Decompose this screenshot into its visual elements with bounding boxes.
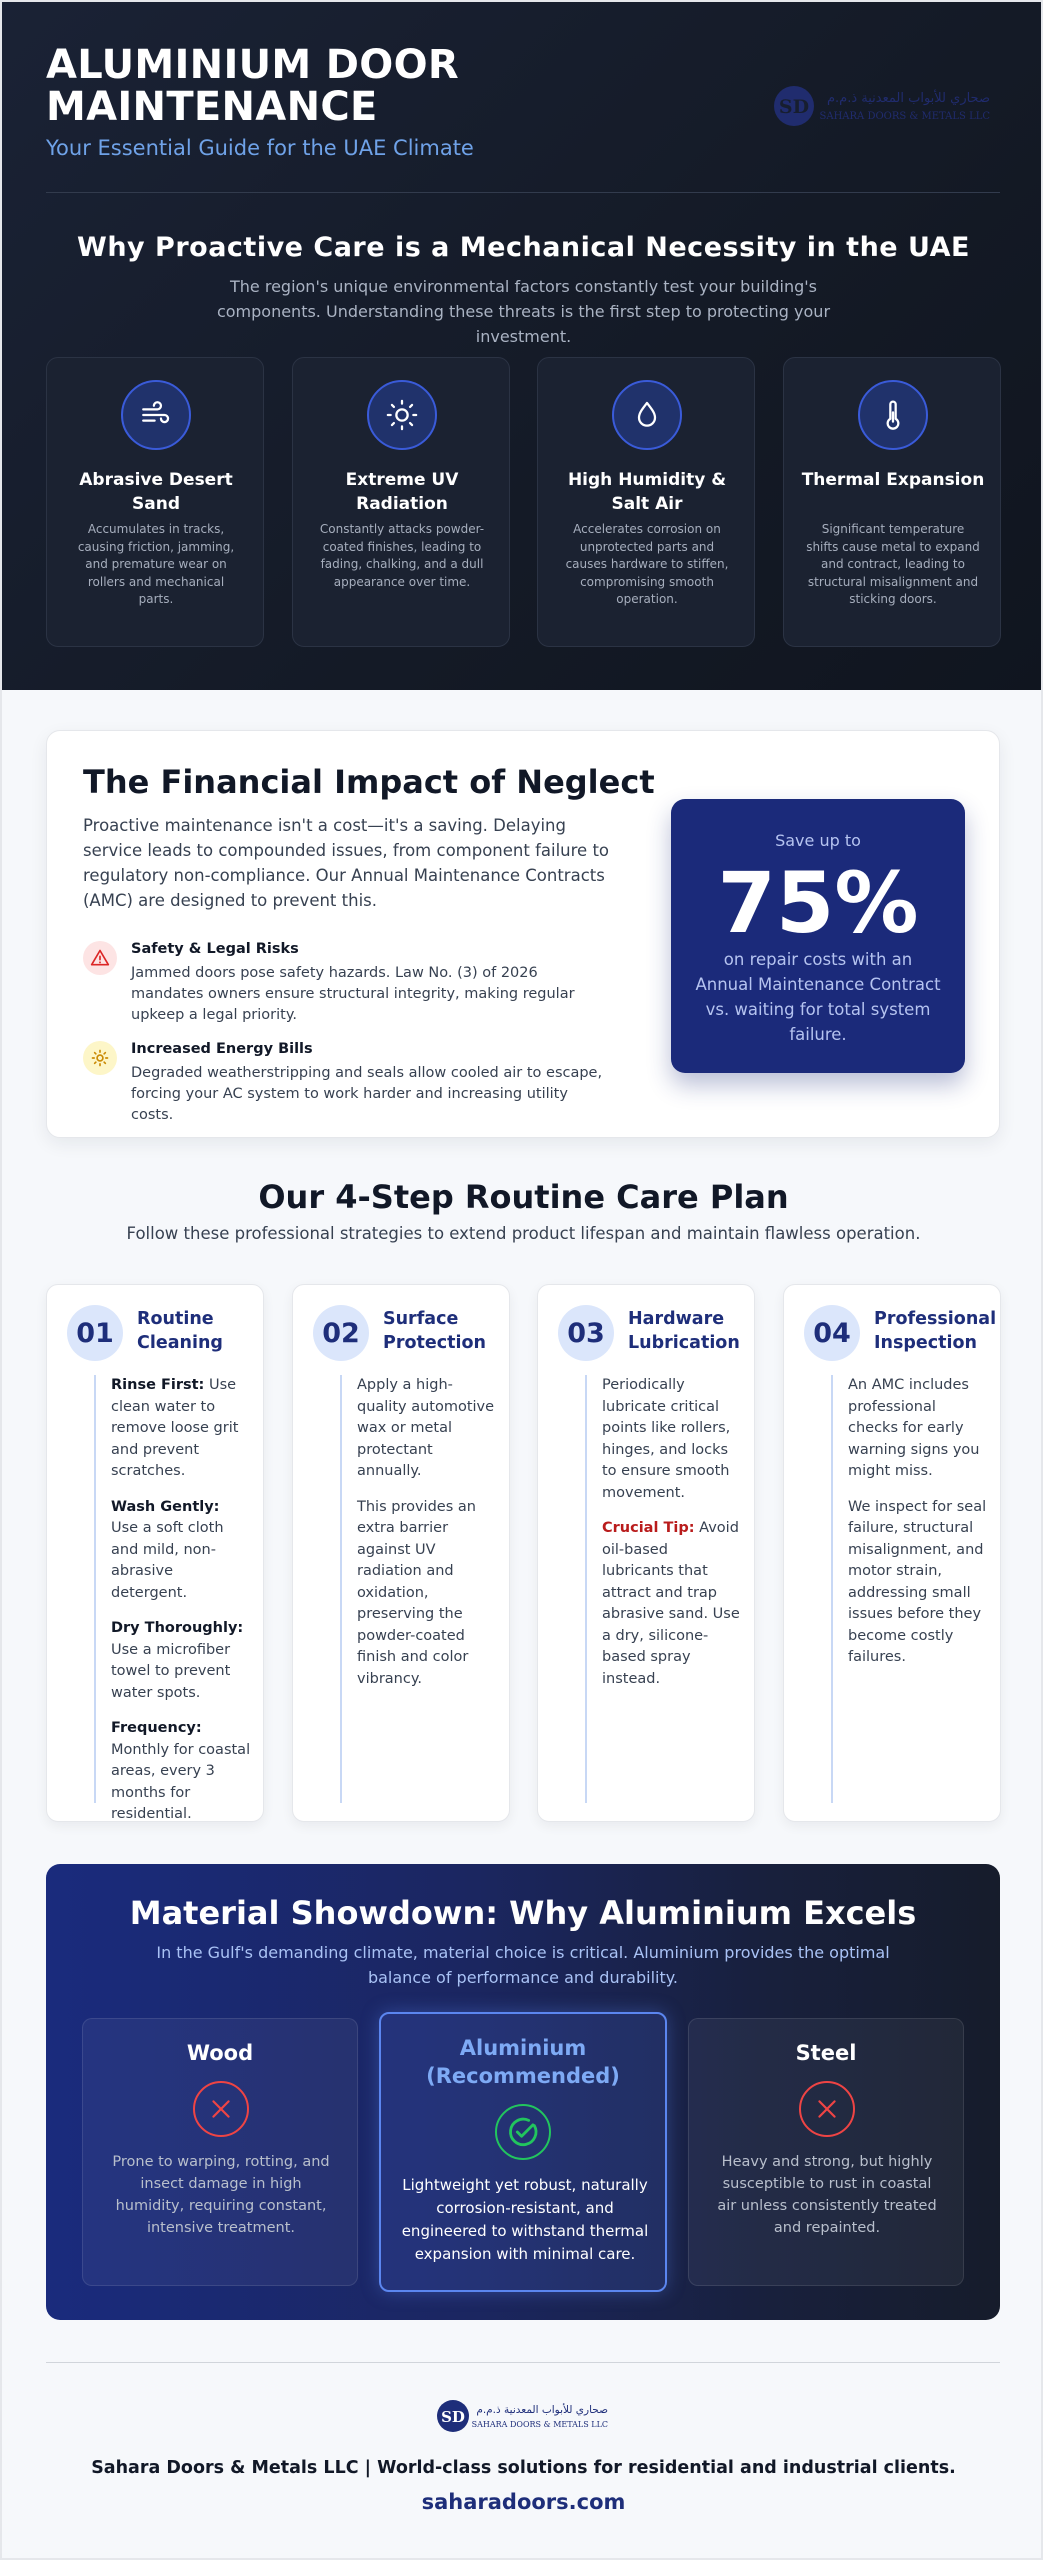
- page-title: ALUMINIUM DOOR MAINTENANCE: [46, 42, 459, 130]
- threat-text: Significant temperature shifts cause metal to expand and contract, leading to structural misalignment and sticking doors.: [806, 522, 980, 606]
- risk-title: Increased Energy Bills: [131, 1041, 313, 1057]
- savings-callout: [671, 799, 965, 1073]
- step-divider: [831, 1375, 833, 1803]
- svg-text:SAHARA DOORS & METALS LLC: SAHARA DOORS & METALS LLC: [471, 2420, 608, 2429]
- step-body: [357, 1375, 497, 1704]
- step-paragraph: Rinse First: Use clean water to remove loose grit and prevent scratches.: [111, 1377, 239, 1479]
- thermometer-icon: [858, 380, 928, 450]
- steps-title: Our 4-Step Routine Care Plan: [258, 1178, 789, 1216]
- footer-divider: [46, 2362, 1000, 2363]
- step-body: [602, 1375, 742, 1704]
- step-tip: Crucial Tip: Avoid oil-based lubricants that attract and trap abrasive sand. Use a dry, silicone-based spray instead.: [602, 1520, 740, 1687]
- materials-section: [46, 1864, 1000, 2320]
- material-card-steel: [688, 2018, 964, 2286]
- material-text: Heavy and strong, but highly susceptible to rust in coastal air unless consistently treated and repainted.: [717, 2154, 937, 2236]
- financial-card: [46, 730, 1000, 1138]
- company-logo: [772, 84, 994, 128]
- threat-text: Constantly attacks powder-coated finishes, leading to fading, chalking, and a dull appearance over time.: [319, 522, 485, 589]
- threats-title: Why Proactive Care is a Mechanical Necessity in the UAE: [77, 232, 970, 263]
- threat-text: Accelerates corrosion on unprotected parts and causes hardware to stiffen, compromising smooth operation.: [565, 522, 729, 606]
- hero-divider: [46, 192, 1000, 193]
- threat-text: Accumulates in tracks, causing friction, jamming, and premature wear on rollers and mechanical parts.: [77, 522, 235, 606]
- steps-subtitle: Follow these professional strategies to extend product lifespan and maintain flawless operation.: [126, 1224, 921, 1243]
- step-divider: [340, 1375, 342, 1803]
- threat-title: Extreme UV Radiation: [345, 470, 459, 514]
- material-text: Lightweight yet robust, naturally corrosion-resistant, and engineered to withstand thermal expansion with minimal care.: [401, 2176, 649, 2263]
- step-title: Routine Cleaning: [137, 1309, 223, 1353]
- svg-text:صحاري للأبواب المعدنية ذ.م.م: صحاري للأبواب المعدنية ذ.م.م: [827, 91, 990, 106]
- risk-text: Degraded weatherstripping and seals allow cooled air to escape, forcing your AC system to work harder and increasing utility costs.: [131, 1065, 603, 1123]
- x-circle-icon: [193, 2081, 249, 2137]
- threat-title: Thermal Expansion: [801, 470, 985, 490]
- step-number: 04: [804, 1305, 860, 1361]
- page-subtitle: Your Essential Guide for the UAE Climate: [46, 136, 474, 160]
- savings-label: Save up to: [775, 831, 861, 850]
- materials-title: Material Showdown: Why Aluminium Excels: [129, 1894, 917, 1932]
- material-name: Steel: [795, 2041, 857, 2065]
- step-title: Hardware Lubrication: [628, 1309, 740, 1353]
- warning-icon: [83, 941, 117, 975]
- droplet-icon: [612, 380, 682, 450]
- step-body: [848, 1375, 988, 1683]
- step-number: 03: [558, 1305, 614, 1361]
- check-circle-icon: [495, 2104, 551, 2160]
- material-card-wood: [82, 2018, 358, 2286]
- threat-card-humidity: [537, 357, 755, 647]
- step-number: 02: [313, 1305, 369, 1361]
- step-card-protection: [292, 1284, 510, 1822]
- step-card-inspection: [783, 1284, 1001, 1822]
- material-name: Aluminium (Recommended): [426, 2036, 620, 2088]
- material-name: Wood: [186, 2041, 254, 2065]
- step-paragraph: We inspect for seal failure, structural misalignment, and motor strain, addressing small issues before they become costly failures.: [848, 1498, 987, 1665]
- wind-icon: [121, 380, 191, 450]
- threats-subtitle: The region's unique environmental factors constantly test your building's components. Understanding these threats is the first step to protecting your investment.: [216, 277, 831, 346]
- footer-website-link[interactable]: saharadoors.com: [421, 2490, 626, 2514]
- svg-text:SD: SD: [778, 96, 810, 118]
- savings-text: on repair costs with an Annual Maintenance Contract vs. waiting for total system failure.: [695, 950, 941, 1044]
- step-paragraph: Wash Gently: Use a soft cloth and mild, non-abrasive detergent.: [111, 1498, 224, 1601]
- step-card-lubrication: [537, 1284, 755, 1822]
- threat-card-uv: [292, 357, 510, 647]
- step-body: [111, 1375, 251, 1840]
- step-paragraph: Periodically lubricate critical points like rollers, hinges, and locks to ensure smooth movement.: [602, 1377, 731, 1501]
- step-paragraph: Apply a high-quality automotive wax or metal protectant annually.: [357, 1377, 495, 1479]
- step-divider: [585, 1375, 587, 1803]
- step-title: Surface Protection: [383, 1309, 486, 1353]
- material-text: Prone to warping, rotting, and insect damage in high humidity, requiring constant, intensive treatment.: [112, 2154, 330, 2236]
- threat-card-thermal: [783, 357, 1001, 647]
- x-circle-icon: [799, 2081, 855, 2137]
- svg-text:SD: SD: [441, 2408, 465, 2426]
- financial-title: The Financial Impact of Neglect: [83, 763, 655, 801]
- step-paragraph: Frequency: Monthly for coastal areas, every 3 months for residential.: [111, 1720, 251, 1822]
- step-paragraph: An AMC includes professional checks for early warning signs you might miss.: [848, 1377, 980, 1479]
- step-number: 01: [67, 1305, 123, 1361]
- svg-text:صحاري للأبواب المعدنية ذ.م.م: صحاري للأبواب المعدنية ذ.م.م: [476, 2404, 608, 2416]
- threat-title: High Humidity & Salt Air: [567, 470, 727, 514]
- threat-title: Abrasive Desert Sand: [79, 470, 233, 514]
- sun-icon: [83, 1041, 117, 1075]
- risk-text: Jammed doors pose safety hazards. Law No. (3) of 2026 mandates owners ensure structural integrity, making regular upkeep a legal priority.: [131, 965, 575, 1023]
- materials-subtitle: In the Gulf's demanding climate, material choice is critical. Aluminium provides the optimal balance of performance and durability.: [156, 1943, 890, 1987]
- step-title: Professional Inspection: [874, 1309, 997, 1353]
- step-paragraph: Dry Thoroughly: Use a microfiber towel to prevent water spots.: [111, 1620, 244, 1701]
- step-paragraph: This provides an extra barrier against UV radiation and oxidation, preserving the powder-coated finish and color vibrancy.: [357, 1498, 476, 1687]
- footer-tagline: Sahara Doors & Metals LLC | World-class solutions for residential and industrial clients.: [91, 2458, 956, 2478]
- threat-card-sand: [46, 357, 264, 647]
- savings-value: 75%: [717, 854, 919, 952]
- material-card-aluminium: [379, 2012, 667, 2292]
- hero-section: [2, 2, 1043, 690]
- footer-logo: [436, 2398, 612, 2434]
- financial-text: Proactive maintenance isn't a cost—it's a saving. Delaying service leads to compounded issues, from component failure to regulatory non-compliance. Our Annual Maintenance Contracts (AMC) are designed to prevent this.: [83, 816, 610, 910]
- step-card-cleaning: [46, 1284, 264, 1822]
- risk-title: Safety & Legal Risks: [131, 941, 299, 957]
- svg-text:SAHARA DOORS & METALS LLC: SAHARA DOORS & METALS LLC: [819, 111, 990, 122]
- step-divider: [94, 1375, 96, 1803]
- sun-icon: [367, 380, 437, 450]
